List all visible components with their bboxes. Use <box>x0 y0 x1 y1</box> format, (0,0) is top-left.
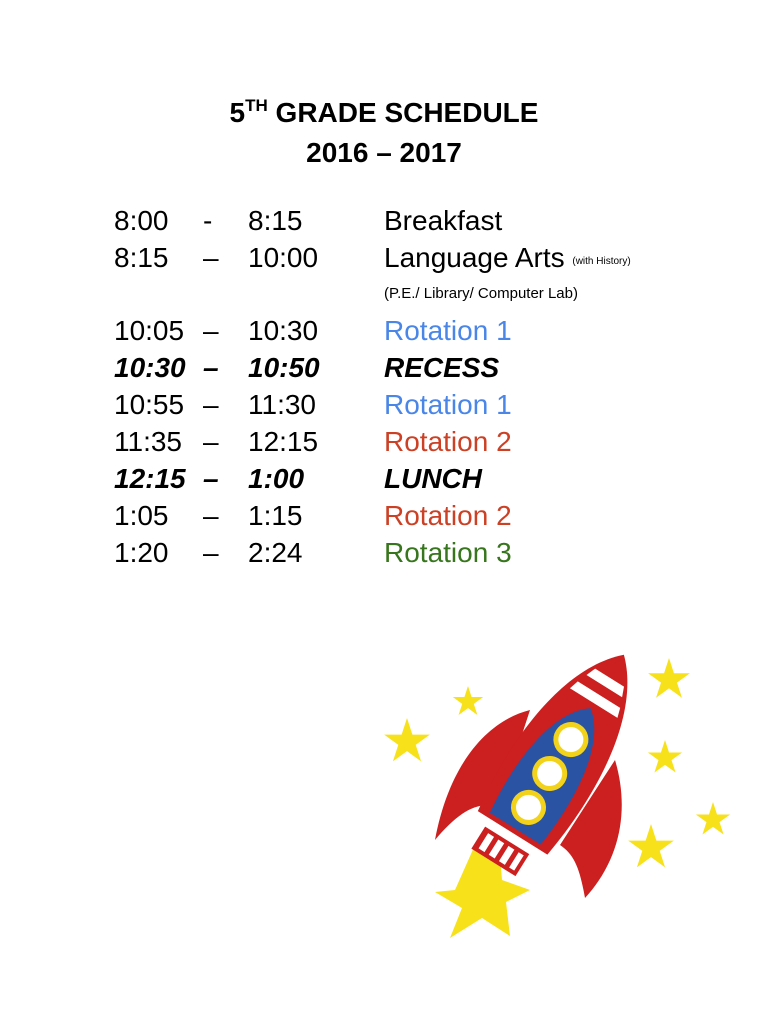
time-separator: – <box>203 426 219 457</box>
schedule-row <box>114 497 754 534</box>
start-time: 10:55 <box>114 389 185 420</box>
start-time: 12:15 <box>114 463 186 494</box>
activity-cell <box>384 423 512 460</box>
schedule-row <box>114 386 754 423</box>
start-time: 11:35 <box>114 426 182 457</box>
start-time: 1:20 <box>114 537 169 568</box>
rocket-icon <box>380 640 740 940</box>
time-separator: – <box>203 389 219 420</box>
star-icon <box>648 740 682 773</box>
time-separator: - <box>203 205 213 236</box>
schedule-note-row <box>114 276 754 312</box>
schedule-row <box>114 349 754 386</box>
schedule-row <box>114 534 754 571</box>
start-time: 1:05 <box>114 500 169 531</box>
activity-cell <box>384 460 482 497</box>
grade-suffix: TH <box>245 96 268 115</box>
star-icon <box>453 686 483 715</box>
activity-cell <box>384 239 631 280</box>
grade-title-text: GRADE SCHEDULE <box>267 97 539 128</box>
end-time: 10:50 <box>248 352 320 383</box>
end-time: 10:30 <box>248 315 319 346</box>
activity-name: RECESS <box>384 352 500 383</box>
activity-cell <box>384 497 512 534</box>
end-time: 12:15 <box>248 426 319 457</box>
end-time: 1:15 <box>248 500 303 531</box>
schedule-row <box>114 423 754 460</box>
schedule-row <box>114 202 754 239</box>
end-time: 2:24 <box>248 537 303 568</box>
activity-cell <box>384 276 578 312</box>
start-time: 8:15 <box>114 242 169 273</box>
end-time: 11:30 <box>248 389 316 420</box>
time-separator: – <box>203 315 219 346</box>
time-separator: – <box>203 537 219 568</box>
time-separator: – <box>203 463 219 494</box>
schedule-row <box>114 239 754 276</box>
star-icon <box>648 658 690 698</box>
start-time: 10:30 <box>114 352 186 383</box>
activity-name: Rotation 3 <box>384 537 512 568</box>
activity-cell <box>384 202 502 239</box>
activity-note: (P.E./ Library/ Computer Lab) <box>384 285 578 302</box>
title-year: 2016 – 2017 <box>306 137 462 168</box>
title-grade-line <box>0 93 768 133</box>
activity-name: Rotation 1 <box>384 389 512 420</box>
star-icon <box>696 802 730 835</box>
star-icon <box>384 718 430 761</box>
end-time: 10:00 <box>248 242 319 273</box>
activity-name: Language Arts <box>384 242 565 273</box>
star-icon <box>628 824 674 867</box>
activity-name: LUNCH <box>384 463 482 494</box>
end-time: 1:00 <box>248 463 305 494</box>
end-time: 8:15 <box>248 205 303 236</box>
start-time: 8:00 <box>114 205 169 236</box>
time-separator: – <box>203 352 219 383</box>
grade-number: 5 <box>229 97 246 128</box>
page-title <box>0 93 768 173</box>
activity-cell <box>384 386 512 423</box>
activity-subnote: (with History) <box>572 256 631 267</box>
time-separator: – <box>203 242 219 273</box>
schedule-table <box>114 202 754 571</box>
activity-cell <box>384 349 499 386</box>
activity-name: Rotation 1 <box>384 315 512 346</box>
start-time: 10:05 <box>114 315 185 346</box>
activity-cell <box>384 312 512 349</box>
activity-cell <box>384 534 512 571</box>
rocket-illustration <box>380 640 740 940</box>
time-separator: – <box>203 500 219 531</box>
activity-name: Breakfast <box>384 205 503 236</box>
activity-name: Rotation 2 <box>384 500 512 531</box>
schedule-row <box>114 312 754 349</box>
schedule-row <box>114 460 754 497</box>
activity-name: Rotation 2 <box>384 426 512 457</box>
